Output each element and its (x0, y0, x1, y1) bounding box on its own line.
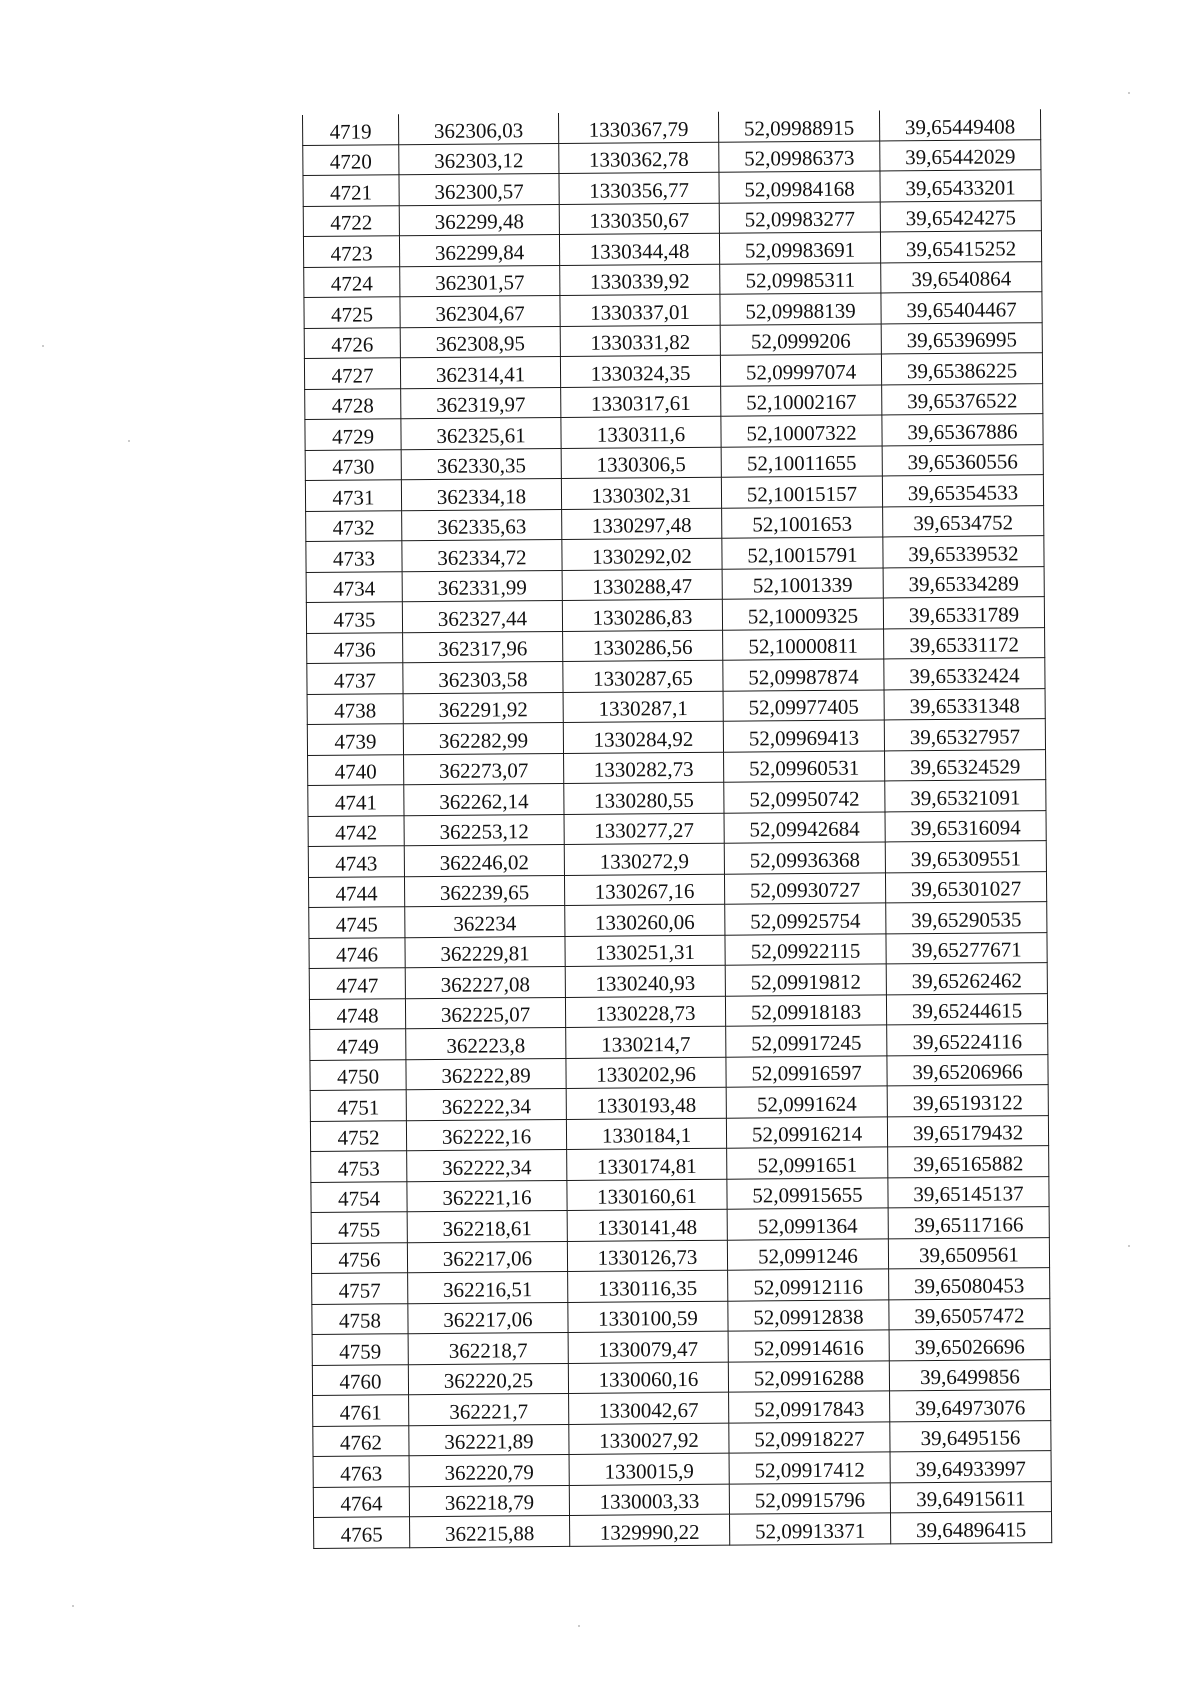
longitude-cell: 39,65206966 (887, 1054, 1048, 1086)
table-row (304, 261, 1042, 297)
x-coordinate-cell: 362218,61 (407, 1210, 567, 1242)
x-coordinate-cell: 362334,72 (402, 539, 562, 571)
point-number-cell: 4750 (310, 1059, 406, 1090)
longitude-cell: 39,65376522 (882, 383, 1043, 415)
point-number-cell: 4765 (314, 1517, 410, 1548)
longitude-cell: 39,65339532 (883, 536, 1044, 568)
table-row (310, 1085, 1048, 1121)
y-coordinate-cell: 1330337,01 (560, 294, 720, 326)
table-row (304, 292, 1042, 328)
longitude-cell: 39,65309551 (885, 841, 1046, 873)
y-coordinate-cell: 1330160,61 (567, 1179, 727, 1211)
x-coordinate-cell: 362220,25 (408, 1363, 568, 1395)
y-coordinate-cell: 1330126,73 (567, 1240, 727, 1272)
x-coordinate-cell: 362282,99 (403, 722, 563, 754)
table-row (312, 1268, 1050, 1304)
latitude-cell: 52,09988139 (720, 293, 881, 325)
y-coordinate-cell: 1330311,6 (561, 416, 721, 448)
latitude-cell: 52,09917245 (726, 1025, 887, 1057)
x-coordinate-cell: 362221,89 (409, 1424, 569, 1456)
latitude-cell: 52,09936368 (724, 842, 885, 874)
scan-speck (1128, 1245, 1130, 1247)
longitude-cell: 39,65331789 (883, 597, 1044, 629)
y-coordinate-cell: 1330367,79 (558, 112, 718, 143)
table-row (311, 1176, 1049, 1212)
latitude-cell: 52,10015791 (722, 537, 883, 569)
y-coordinate-cell: 1330350,67 (559, 203, 719, 235)
y-coordinate-cell: 1330193,48 (566, 1087, 726, 1119)
x-coordinate-cell: 362317,96 (403, 631, 563, 663)
longitude-cell: 39,65321091 (885, 780, 1046, 812)
table-row (312, 1329, 1050, 1365)
table-row (303, 139, 1041, 175)
point-number-cell: 4737 (307, 663, 403, 694)
longitude-cell: 39,65179432 (887, 1115, 1048, 1147)
x-coordinate-cell: 362225,07 (405, 997, 565, 1029)
x-coordinate-cell: 362331,99 (402, 570, 562, 602)
longitude-cell: 39,65262462 (886, 963, 1047, 995)
table-row (312, 1359, 1050, 1395)
point-number-cell: 4732 (306, 510, 402, 541)
scan-speck (128, 440, 130, 442)
y-coordinate-cell: 1330100,59 (568, 1301, 728, 1333)
x-coordinate-cell: 362222,89 (406, 1058, 566, 1090)
latitude-cell: 52,09985311 (720, 262, 881, 294)
point-number-cell: 4763 (313, 1456, 409, 1487)
latitude-cell: 52,10015157 (721, 476, 882, 508)
latitude-cell: 52,09917412 (729, 1452, 890, 1484)
table-row (309, 963, 1047, 999)
x-coordinate-cell: 362303,58 (403, 661, 563, 693)
point-number-cell: 4751 (310, 1090, 406, 1121)
table-row (307, 688, 1045, 724)
point-number-cell: 4727 (304, 358, 400, 389)
latitude-cell: 52,09917843 (729, 1391, 890, 1423)
latitude-cell: 52,09918227 (729, 1421, 890, 1453)
y-coordinate-cell: 1330286,83 (562, 599, 722, 631)
longitude-cell: 39,65442029 (880, 139, 1041, 171)
x-coordinate-cell: 362304,67 (400, 295, 560, 327)
table-row (314, 1512, 1052, 1548)
table-row (308, 749, 1046, 785)
point-number-cell: 4735 (306, 602, 402, 633)
x-coordinate-cell: 362273,07 (404, 753, 564, 785)
point-number-cell: 4738 (307, 693, 403, 724)
longitude-cell: 39,65354533 (882, 475, 1043, 507)
latitude-cell: 52,0999206 (720, 323, 881, 355)
latitude-cell: 52,09915796 (729, 1482, 890, 1514)
longitude-cell: 39,65080453 (889, 1268, 1050, 1300)
latitude-cell: 52,09912116 (728, 1269, 889, 1301)
point-number-cell: 4747 (309, 968, 405, 999)
latitude-cell: 52,0991364 (727, 1208, 888, 1240)
point-number-cell: 4724 (304, 266, 400, 297)
point-number-cell: 4725 (304, 297, 400, 328)
latitude-cell: 52,10002167 (721, 384, 882, 416)
table-row (311, 1237, 1049, 1273)
table-row (313, 1390, 1051, 1426)
longitude-cell: 39,65433201 (880, 170, 1041, 202)
latitude-cell: 52,09913371 (730, 1513, 891, 1545)
point-number-cell: 4746 (309, 937, 405, 968)
latitude-cell: 52,09916288 (728, 1360, 889, 1392)
x-coordinate-cell: 362319,97 (401, 387, 561, 419)
latitude-cell: 52,09997074 (720, 354, 881, 386)
coordinates-table-body (302, 109, 1051, 1548)
point-number-cell: 4749 (310, 1029, 406, 1060)
x-coordinate-cell: 362227,08 (405, 966, 565, 998)
longitude-cell: 39,65145137 (888, 1176, 1049, 1208)
longitude-cell: 39,65367886 (882, 414, 1043, 446)
point-number-cell: 4758 (312, 1303, 408, 1334)
longitude-cell: 39,65316094 (885, 810, 1046, 842)
table-row (304, 322, 1042, 358)
latitude-cell: 52,09916214 (726, 1116, 887, 1148)
x-coordinate-cell: 362335,63 (402, 509, 562, 541)
longitude-cell: 39,64973076 (890, 1390, 1051, 1422)
table-row (304, 353, 1042, 389)
y-coordinate-cell: 1330324,35 (560, 355, 720, 387)
table-row (307, 719, 1045, 755)
point-number-cell: 4753 (311, 1151, 407, 1182)
table-row (305, 444, 1043, 480)
point-number-cell: 4721 (303, 175, 399, 206)
latitude-cell: 52,09984168 (719, 171, 880, 203)
latitude-cell: 52,09986373 (719, 140, 880, 172)
x-coordinate-cell: 362217,06 (407, 1241, 567, 1273)
longitude-cell: 39,65449408 (879, 109, 1040, 140)
table-row (306, 505, 1044, 541)
x-coordinate-cell: 362220,79 (409, 1454, 569, 1486)
latitude-cell: 52,09915655 (727, 1177, 888, 1209)
longitude-cell: 39,64915611 (890, 1481, 1051, 1513)
y-coordinate-cell: 1330079,47 (568, 1331, 728, 1363)
latitude-cell: 52,09960531 (724, 750, 885, 782)
point-number-cell: 4733 (306, 541, 402, 572)
y-coordinate-cell: 1330202,96 (566, 1057, 726, 1089)
point-number-cell: 4744 (308, 876, 404, 907)
point-number-cell: 4760 (312, 1364, 408, 1395)
table-row (313, 1481, 1051, 1517)
x-coordinate-cell: 362246,02 (404, 844, 564, 876)
latitude-cell: 52,09988915 (718, 110, 879, 141)
longitude-cell: 39,65415252 (880, 231, 1041, 263)
y-coordinate-cell: 1330306,5 (561, 447, 721, 479)
point-number-cell: 4741 (308, 785, 404, 816)
x-coordinate-cell: 362216,51 (408, 1271, 568, 1303)
y-coordinate-cell: 1330015,9 (569, 1453, 729, 1485)
x-coordinate-cell: 362327,44 (402, 600, 562, 632)
latitude-cell: 52,1001653 (722, 506, 883, 538)
y-coordinate-cell: 1330174,81 (567, 1148, 727, 1180)
longitude-cell: 39,65404467 (881, 292, 1042, 324)
latitude-cell: 52,09983691 (719, 232, 880, 264)
longitude-cell: 39,65424275 (880, 200, 1041, 232)
longitude-cell: 39,65244615 (886, 993, 1047, 1025)
x-coordinate-cell: 362308,95 (400, 326, 560, 358)
point-number-cell: 4731 (305, 480, 401, 511)
point-number-cell: 4726 (304, 327, 400, 358)
table-row (306, 597, 1044, 633)
longitude-cell: 39,65334289 (883, 566, 1044, 598)
y-coordinate-cell: 1330297,48 (562, 508, 722, 540)
longitude-cell: 39,65193122 (887, 1085, 1048, 1117)
table-row (305, 414, 1043, 450)
x-coordinate-cell: 362215,88 (410, 1515, 570, 1547)
latitude-cell: 52,09942684 (724, 811, 885, 843)
table-row (312, 1298, 1050, 1334)
point-number-cell: 4743 (308, 846, 404, 877)
table-row (311, 1207, 1049, 1243)
table-row (308, 841, 1046, 877)
y-coordinate-cell: 1330356,77 (559, 172, 719, 204)
latitude-cell: 52,09930727 (724, 872, 885, 904)
x-coordinate-cell: 362222,34 (406, 1088, 566, 1120)
x-coordinate-cell: 362291,92 (403, 692, 563, 724)
table-row (310, 1024, 1048, 1060)
scan-speck (72, 1605, 74, 1607)
y-coordinate-cell: 1330302,31 (561, 477, 721, 509)
longitude-cell: 39,64896415 (890, 1512, 1051, 1544)
x-coordinate-cell: 362217,06 (408, 1302, 568, 1334)
point-number-cell: 4764 (313, 1486, 409, 1517)
x-coordinate-cell: 362299,84 (399, 234, 559, 266)
scan-speck (578, 1625, 580, 1627)
y-coordinate-cell: 1330267,16 (564, 874, 724, 906)
point-number-cell: 4742 (308, 815, 404, 846)
y-coordinate-cell: 1330272,9 (564, 843, 724, 875)
longitude-cell: 39,6495156 (890, 1420, 1051, 1452)
point-number-cell: 4761 (313, 1395, 409, 1426)
latitude-cell: 52,10007322 (721, 415, 882, 447)
y-coordinate-cell: 1330060,16 (568, 1362, 728, 1394)
point-number-cell: 4736 (307, 632, 403, 663)
latitude-cell: 52,1001339 (722, 567, 883, 599)
x-coordinate-cell: 362223,8 (406, 1027, 566, 1059)
x-coordinate-cell: 362303,12 (399, 143, 559, 175)
y-coordinate-cell: 1330292,02 (562, 538, 722, 570)
longitude-cell: 39,65026696 (889, 1329, 1050, 1361)
table-row (309, 902, 1047, 938)
x-coordinate-cell: 362262,14 (404, 783, 564, 815)
y-coordinate-cell: 1330042,67 (569, 1392, 729, 1424)
y-coordinate-cell: 1330362,78 (559, 142, 719, 174)
longitude-cell: 39,65332424 (884, 658, 1045, 690)
x-coordinate-cell: 362299,48 (399, 204, 559, 236)
point-number-cell: 4745 (309, 907, 405, 938)
table-row (313, 1451, 1051, 1487)
latitude-cell: 52,0991651 (727, 1147, 888, 1179)
table-row (305, 475, 1043, 511)
x-coordinate-cell: 362221,7 (409, 1393, 569, 1425)
y-coordinate-cell: 1330280,55 (564, 782, 724, 814)
y-coordinate-cell: 1330251,31 (565, 935, 725, 967)
x-coordinate-cell: 362253,12 (404, 814, 564, 846)
x-coordinate-cell: 362314,41 (400, 356, 560, 388)
scan-speck (1128, 92, 1130, 94)
point-number-cell: 4728 (305, 388, 401, 419)
x-coordinate-cell: 362300,57 (399, 173, 559, 205)
latitude-cell: 52,10000811 (723, 628, 884, 660)
y-coordinate-cell: 1330287,1 (563, 691, 723, 723)
table-row (305, 383, 1043, 419)
longitude-cell: 39,65057472 (889, 1298, 1050, 1330)
x-coordinate-cell: 362301,57 (400, 265, 560, 297)
y-coordinate-cell: 1329990,22 (570, 1514, 730, 1546)
latitude-cell: 52,09914616 (728, 1330, 889, 1362)
x-coordinate-cell: 362239,65 (404, 875, 564, 907)
table-row (306, 566, 1044, 602)
longitude-cell: 39,64933997 (890, 1451, 1051, 1483)
x-coordinate-cell: 362218,7 (408, 1332, 568, 1364)
latitude-cell: 52,09969413 (723, 720, 884, 752)
y-coordinate-cell: 1330287,65 (563, 660, 723, 692)
coordinates-table (302, 109, 1052, 1548)
y-coordinate-cell: 1330284,92 (563, 721, 723, 753)
latitude-cell: 52,09925754 (725, 903, 886, 935)
latitude-cell: 52,10009325 (722, 598, 883, 630)
latitude-cell: 52,09977405 (723, 689, 884, 721)
point-number-cell: 4730 (305, 449, 401, 480)
point-number-cell: 4734 (306, 571, 402, 602)
table-row (306, 536, 1044, 572)
point-number-cell: 4740 (308, 754, 404, 785)
latitude-cell: 52,10011655 (721, 445, 882, 477)
y-coordinate-cell: 1330003,33 (569, 1484, 729, 1516)
y-coordinate-cell: 1330116,35 (568, 1270, 728, 1302)
latitude-cell: 52,09950742 (724, 781, 885, 813)
x-coordinate-cell: 362222,34 (407, 1149, 567, 1181)
x-coordinate-cell: 362234 (405, 905, 565, 937)
longitude-cell: 39,65396995 (881, 322, 1042, 354)
table-row (308, 810, 1046, 846)
point-number-cell: 4748 (309, 998, 405, 1029)
y-coordinate-cell: 1330277,27 (564, 813, 724, 845)
longitude-cell: 39,65331348 (884, 688, 1045, 720)
longitude-cell: 39,65386225 (881, 353, 1042, 385)
y-coordinate-cell: 1330282,73 (564, 752, 724, 784)
y-coordinate-cell: 1330027,92 (569, 1423, 729, 1455)
point-number-cell: 4754 (311, 1181, 407, 1212)
table-row (309, 932, 1047, 968)
longitude-cell: 39,6499856 (889, 1359, 1050, 1391)
longitude-cell: 39,6534752 (883, 505, 1044, 537)
latitude-cell: 52,0991246 (727, 1238, 888, 1270)
y-coordinate-cell: 1330331,82 (560, 325, 720, 357)
longitude-cell: 39,65327957 (884, 719, 1045, 751)
table-row (310, 1115, 1048, 1151)
longitude-cell: 39,65224116 (887, 1024, 1048, 1056)
longitude-cell: 39,65277671 (886, 932, 1047, 964)
scan-speck (42, 345, 44, 347)
longitude-cell: 39,65301027 (885, 871, 1046, 903)
x-coordinate-cell: 362222,16 (406, 1119, 566, 1151)
point-number-cell: 4752 (310, 1120, 406, 1151)
latitude-cell: 52,09922115 (725, 933, 886, 965)
longitude-cell: 39,6509561 (888, 1237, 1049, 1269)
table-row (308, 780, 1046, 816)
x-coordinate-cell: 362334,18 (401, 478, 561, 510)
point-number-cell: 4757 (312, 1273, 408, 1304)
point-number-cell: 4739 (307, 724, 403, 755)
table-row (303, 200, 1041, 236)
table-row (311, 1146, 1049, 1182)
latitude-cell: 52,09912838 (728, 1299, 889, 1331)
y-coordinate-cell: 1330286,56 (563, 630, 723, 662)
latitude-cell: 52,09916597 (726, 1055, 887, 1087)
y-coordinate-cell: 1330260,06 (565, 904, 725, 936)
x-coordinate-cell: 362306,03 (398, 113, 558, 144)
point-number-cell: 4755 (311, 1212, 407, 1243)
x-coordinate-cell: 362330,35 (401, 448, 561, 480)
x-coordinate-cell: 362229,81 (405, 936, 565, 968)
table-row (303, 170, 1041, 206)
latitude-cell: 52,0991624 (726, 1086, 887, 1118)
point-number-cell: 4723 (303, 236, 399, 267)
table-row (310, 1054, 1048, 1090)
table-row (307, 658, 1045, 694)
point-number-cell: 4729 (305, 419, 401, 450)
y-coordinate-cell: 1330184,1 (566, 1118, 726, 1150)
y-coordinate-cell: 1330141,48 (567, 1209, 727, 1241)
longitude-cell: 39,65290535 (886, 902, 1047, 934)
longitude-cell: 39,65324529 (885, 749, 1046, 781)
latitude-cell: 52,09983277 (719, 201, 880, 233)
longitude-cell: 39,65331172 (884, 627, 1045, 659)
x-coordinate-cell: 362221,16 (407, 1180, 567, 1212)
longitude-cell: 39,65360556 (882, 444, 1043, 476)
x-coordinate-cell: 362325,61 (401, 417, 561, 449)
y-coordinate-cell: 1330240,93 (565, 965, 725, 997)
table-row (313, 1420, 1051, 1456)
x-coordinate-cell: 362218,79 (409, 1485, 569, 1517)
point-number-cell: 4756 (311, 1242, 407, 1273)
point-number-cell: 4722 (303, 205, 399, 236)
y-coordinate-cell: 1330317,61 (561, 386, 721, 418)
table-row (308, 871, 1046, 907)
y-coordinate-cell: 1330288,47 (562, 569, 722, 601)
point-number-cell: 4759 (312, 1334, 408, 1365)
latitude-cell: 52,09987874 (723, 659, 884, 691)
point-number-cell: 4762 (313, 1425, 409, 1456)
latitude-cell: 52,09919812 (725, 964, 886, 996)
table-row (307, 627, 1045, 663)
y-coordinate-cell: 1330228,73 (565, 996, 725, 1028)
point-number-cell: 4720 (303, 144, 399, 175)
longitude-cell: 39,6540864 (881, 261, 1042, 293)
longitude-cell: 39,65165882 (888, 1146, 1049, 1178)
table-row (309, 993, 1047, 1029)
point-number-cell: 4719 (302, 114, 398, 145)
table-row (303, 231, 1041, 267)
latitude-cell: 52,09918183 (725, 994, 886, 1026)
longitude-cell: 39,65117166 (888, 1207, 1049, 1239)
y-coordinate-cell: 1330344,48 (559, 233, 719, 265)
y-coordinate-cell: 1330214,7 (566, 1026, 726, 1058)
y-coordinate-cell: 1330339,92 (560, 264, 720, 296)
